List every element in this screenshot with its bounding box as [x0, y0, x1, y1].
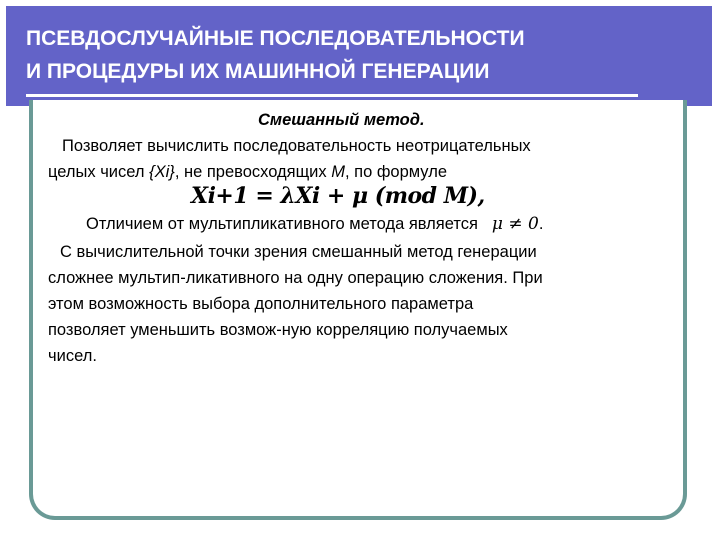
paragraph-2 — [86, 212, 543, 236]
paragraph-1-line-2 — [48, 160, 447, 184]
p2-text: Отличием от мультипликативного метода является — [86, 215, 478, 233]
p1-text-c: , по формуле — [344, 163, 447, 181]
p1-text-b: , не превосходящих — [174, 163, 332, 181]
p1-text-a: целых чисел — [48, 163, 150, 181]
paragraph-3-line-3: этом возможность выбора дополнительного параметра — [48, 295, 474, 313]
section-subtitle: Смешанный метод. — [258, 111, 425, 129]
paragraph-1-line-1: Позволяет вычислить последовательность неотрицательных — [62, 137, 531, 155]
paragraph-3-line-5: чисел. — [48, 347, 97, 365]
paragraph-3-line-4: позволяет уменьшить возмож-ную корреляцию получаемых — [48, 321, 508, 339]
recurrence-formula: Xi+1 = λXi + μ (mod M), — [191, 183, 485, 209]
mu-condition: μ ≠ 0 — [491, 214, 539, 234]
paragraph-3-line-1: С вычислительной точки зрения смешанный метод генерации — [60, 243, 537, 261]
p2-end: . — [538, 215, 544, 233]
p1-xi: {Xi} — [149, 163, 175, 181]
title-line-1: ПСЕВДОСЛУЧАЙНЫЕ ПОСЛЕДОВАТЕЛЬНОСТИ — [26, 27, 525, 50]
title-underline — [26, 94, 638, 97]
p1-m: M — [331, 163, 345, 181]
title-line-2: И ПРОЦЕДУРЫ ИХ МАШИННОЙ ГЕНЕРАЦИИ — [26, 60, 490, 83]
slide-title — [26, 22, 666, 88]
paragraph-3-line-2: сложнее мультип-ликативного на одну операцию сложения. При — [48, 269, 543, 287]
